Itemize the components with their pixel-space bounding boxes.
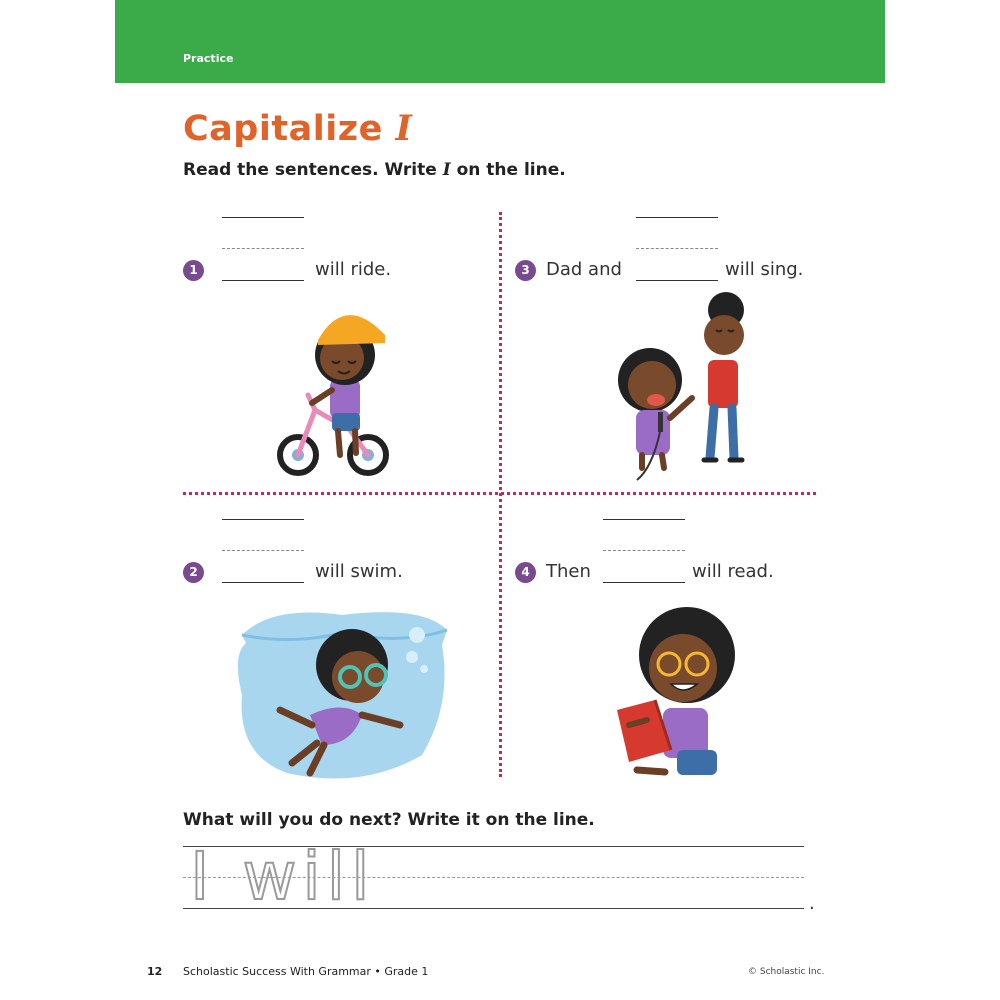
sentence-after: will read. [692, 561, 774, 582]
writing-line-top [222, 217, 304, 218]
writing-line-top [603, 519, 685, 520]
page-title [183, 108, 412, 149]
writing-line-mid [222, 248, 304, 249]
answer-blank-3[interactable] [636, 280, 718, 281]
sentence-after: will sing. [725, 259, 804, 280]
boy-reading-book-illustration [615, 600, 745, 785]
sentence-before: Dad and [546, 259, 622, 280]
header-banner [115, 0, 885, 83]
end-period: . [809, 893, 815, 914]
instructions [183, 160, 566, 180]
horizontal-dotted-divider [183, 492, 816, 495]
child-swimming-illustration [232, 605, 454, 783]
instructions-before: Read the sentences. Write [183, 160, 443, 180]
girl-singing-with-dad-illustration [612, 290, 762, 485]
writing-line-mid [636, 248, 718, 249]
sentence-after: will ride. [315, 259, 392, 280]
title-text: Capitalize [183, 109, 396, 149]
answer-blank-4[interactable] [603, 582, 685, 583]
item-number-badge: 1 [183, 260, 204, 281]
sentence-before: Then [546, 561, 591, 582]
writing-line-top [636, 217, 718, 218]
answer-blank-1[interactable] [222, 280, 304, 281]
sentence-after: will swim. [315, 561, 403, 582]
trace-text: I will [190, 838, 376, 915]
writing-line-top [222, 519, 304, 520]
writing-line-mid [603, 550, 685, 551]
instructions-after: on the line. [450, 160, 566, 180]
item-number-badge: 3 [515, 260, 536, 281]
footer-book-title: Scholastic Success With Grammar • Grade 1 [183, 965, 429, 978]
girl-riding-bike-illustration [270, 295, 400, 485]
item-number-badge: 4 [515, 562, 536, 583]
footer-copyright: © Scholastic Inc. [748, 967, 825, 977]
title-letter: I [395, 108, 413, 149]
item-number-badge: 2 [183, 562, 204, 583]
bottom-prompt: What will you do next? Write it on the line. [183, 810, 595, 830]
instructions-letter: I [442, 160, 451, 180]
answer-blank-2[interactable] [222, 582, 304, 583]
footer-page-number: 12 [147, 965, 163, 978]
writing-line-mid [222, 550, 304, 551]
header-label: Practice [183, 52, 234, 65]
